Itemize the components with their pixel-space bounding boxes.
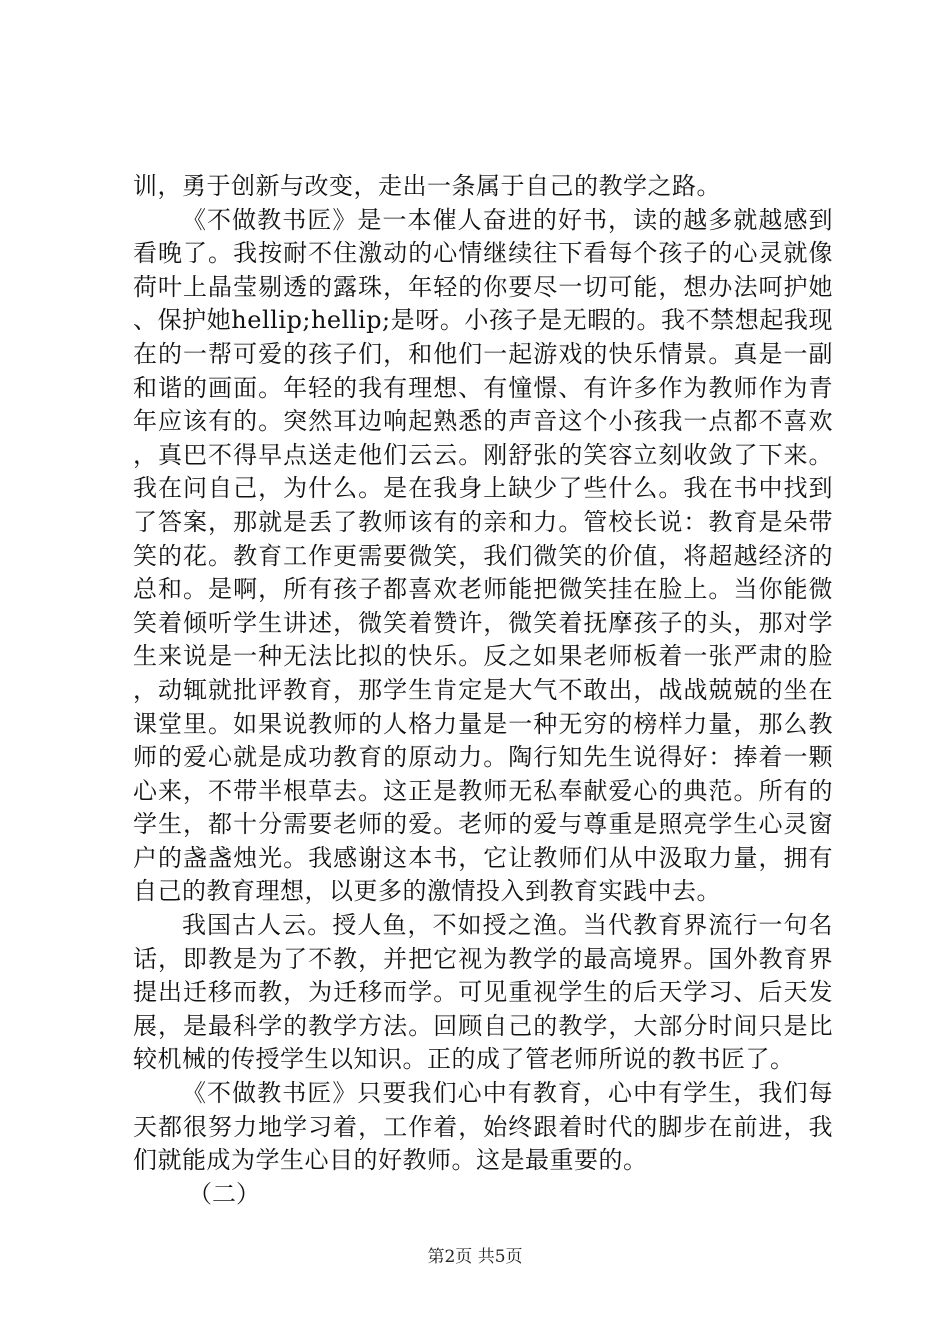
document-body (133, 170, 833, 1211)
paragraph-teaching-method: 我国古人云。授人鱼，不如授之渔。当代教育界流行一句名话，即教是为了不教，并把它视为教学的最高境界。国外教育界提出迁移而教，为迁移而学。可见重视学生的后天学习、后天发展，是最科学的教学方法。回顾自己的教学，大部分时间只是比较机械的传授学生以知识。正的成了管老师所说的教书匠了。 (133, 911, 833, 1074)
paragraph-book-review: 《不做教书匠》是一本催人奋进的好书，读的越多就越感到看晚了。我按耐不住激动的心情继续往下看每个孩子的心灵就像荷叶上晶莹剔透的露珠，年轻的你要尽一切可能，想办法呵护她、保护她hellip;hellip;是呀。小孩子是无暇的。我不禁想起我现在的一帮可爱的孩子们，和他们一起游戏的快乐情景。真是一副和谐的画面。年轻的我有理想、有憧憬、有许多作为教师作为青年应该有的。突然耳边响起熟悉的声音这个小孩我一点都不喜欢，真巴不得早点送走他们云云。刚舒张的笑容立刻收敛了下来。我在问自己，为什么。是在我身上缺少了些什么。我在书中找到了答案，那就是丢了教师该有的亲和力。管校长说：教育是朵带笑的花。教育工作更需要微笑，我们微笑的价值，将超越经济的总和。是啊，所有孩子都喜欢老师能把微笑挂在脸上。当你能微笑着倾听学生讲述，微笑着赞许，微笑着抚摩孩子的头，那对学生来说是一种无法比拟的快乐。反之如果老师板着一张严肃的脸，动辄就批评教育，那学生肯定是大气不敢出，战战兢兢的坐在课堂里。如果说教师的人格力量是一种无穷的榜样力量，那么教师的爱心就是成功教育的原动力。陶行知先生说得好：捧着一颗心来，不带半根草去。这正是教师无私奉献爱心的典范。所有的学生，都十分需要老师的爱。老师的爱与尊重是照亮学生心灵窗户的盏盏烛光。我感谢这本书，它让教师们从中汲取力量，拥有自己的教育理想，以更多的激情投入到教育实践中去。 (133, 205, 833, 906)
paragraph-continuation: 训，勇于创新与改变，走出一条属于自己的教学之路。 (133, 172, 721, 200)
paragraph-conclusion: 《不做教书匠》只要我们心中有教育，心中有学生，我们每天都很努力地学习着，工作着，始终跟着时代的脚步在前进，我们就能成为学生心目的好教师。这是最重要的。 (133, 1079, 833, 1175)
section-marker: （二） (188, 1179, 260, 1208)
page-footer: 第2页 共5页 (427, 1247, 523, 1267)
